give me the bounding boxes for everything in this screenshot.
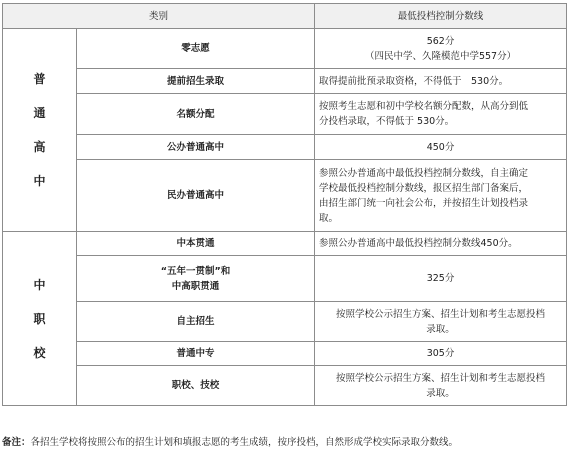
row-category: 零志愿 — [77, 29, 315, 69]
row-score: 参照公办普通高中最低投档控制分数线，自主确定 学校最低投档控制分数线，报区招生部门备案后， 由招生部门统一向社会公布，并按招生计划投档录 取。 — [315, 160, 567, 232]
row-score: 参照公办普通高中最低投档控制分数线450分。 — [315, 232, 567, 256]
row-score: 按照考生志愿和初中学校名额分配数，从高分到低 分投档录取，不得低于 530分。 — [315, 94, 567, 135]
footnote-text: 各招生学校将按照公布的招生计划和填报志愿的考生成绩，按序投档，自然形成学校实际录取分数线。 — [30, 437, 459, 448]
group-label-high-school — [3, 29, 77, 232]
group-char: 普 通 高 中 — [33, 72, 46, 188]
row-score: 按照学校公示招生方案、招生计划和考生志愿投档 录取。 — [315, 302, 567, 342]
table-row — [3, 302, 567, 342]
row-score: 305分 — [315, 342, 567, 366]
table-row — [3, 69, 567, 94]
table-row — [3, 256, 567, 302]
row-score: 取得提前批预录取资格，不得低于 530分。 — [315, 69, 567, 94]
row-category: 名额分配 — [77, 94, 315, 135]
table-row — [3, 232, 567, 256]
row-score: 325分 — [315, 256, 567, 302]
row-score: 450分 — [315, 135, 567, 160]
row-score: 按照学校公示招生方案、招生计划和考生志愿投档 录取。 — [315, 366, 567, 406]
row-category: 公办普通高中 — [77, 135, 315, 160]
row-category: 自主招生 — [77, 302, 315, 342]
row-category: 中本贯通 — [77, 232, 315, 256]
footnote — [2, 436, 568, 450]
table-row — [3, 342, 567, 366]
table-row — [3, 29, 567, 69]
header-score: 最低投档控制分数线 — [315, 4, 567, 29]
row-category: 民办普通高中 — [77, 160, 315, 232]
group-char: 中 职 校 — [33, 277, 46, 360]
row-category: 提前招生录取 — [77, 69, 315, 94]
row-category: “五年一贯制”和 中高职贯通 — [77, 256, 315, 302]
row-category: 普通中专 — [77, 342, 315, 366]
footnote-label: 备注： — [2, 437, 31, 448]
table-row — [3, 94, 567, 135]
table-row — [3, 366, 567, 406]
row-category: 职校、技校 — [77, 366, 315, 406]
table-row — [3, 160, 567, 232]
table-row — [3, 135, 567, 160]
row-score: 562分 （四民中学、久隆模范中学557分） — [315, 29, 567, 69]
admission-score-table — [2, 3, 567, 406]
header-category: 类别 — [3, 4, 315, 29]
table-header-row — [3, 4, 567, 29]
group-label-vocational-school — [3, 232, 77, 406]
